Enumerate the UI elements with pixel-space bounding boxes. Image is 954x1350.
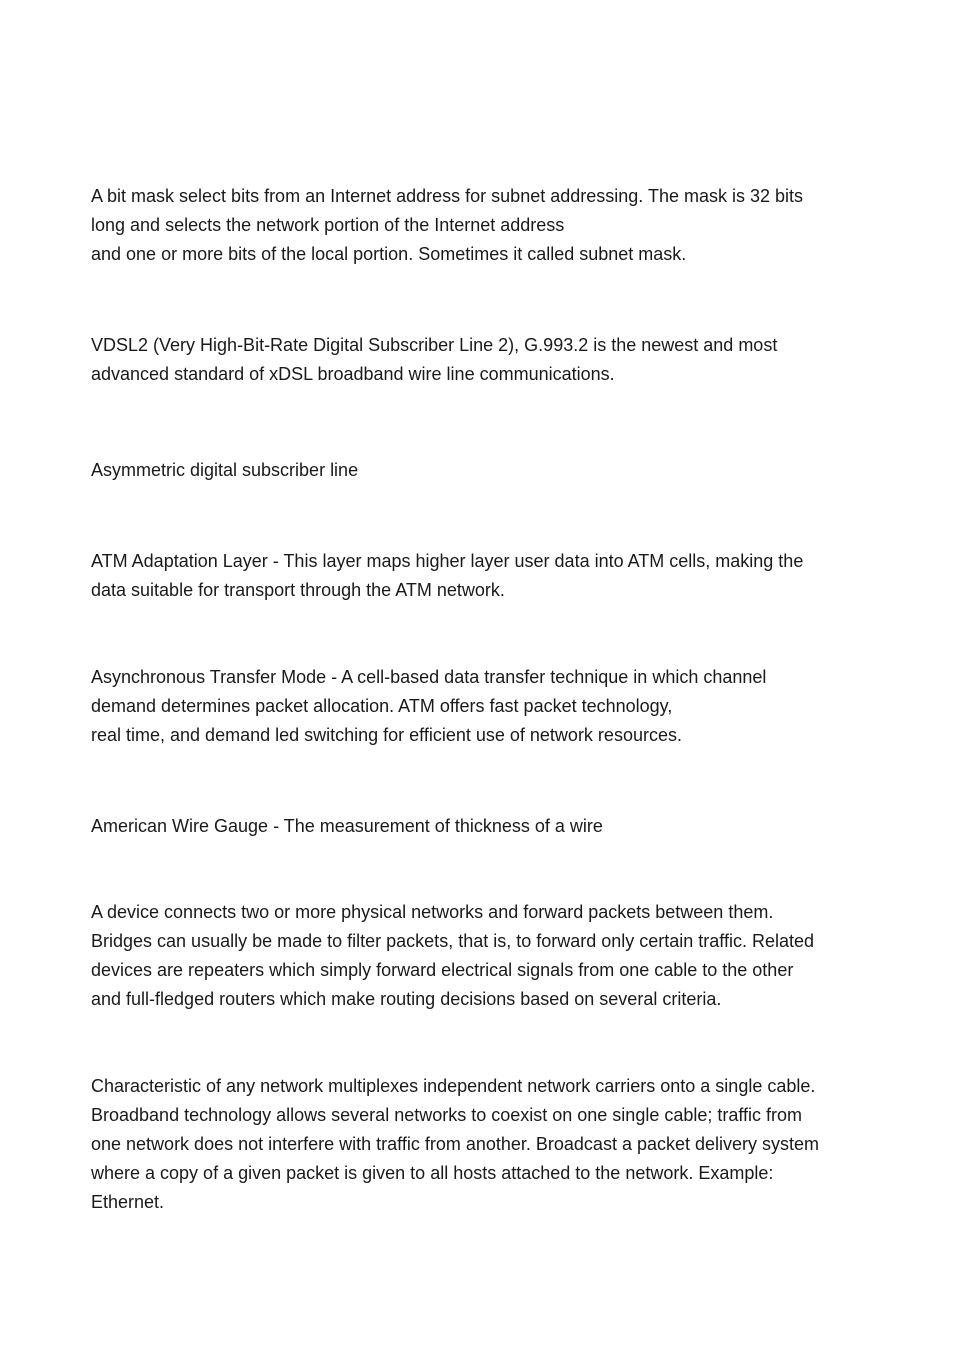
entry-line: data suitable for transport through the ATM network. — [91, 580, 505, 600]
entry-line: A bit mask select bits from an Internet address for subnet addressing. The mask is 32 bits — [91, 186, 804, 206]
entry-atm — [91, 663, 881, 750]
entry-line: Broadband technology allows several networks to coexist on one single cable; traffic from — [91, 1105, 803, 1125]
entry-line: demand determines packet allocation. ATM offers fast packet technology, — [91, 696, 673, 716]
entry-line: Characteristic of any network multiplexes independent network carriers onto a single cable. — [91, 1076, 816, 1096]
entry-line: American Wire Gauge - The measurement of thickness of a wire — [91, 816, 603, 836]
entry-line: Asymmetric digital subscriber line — [91, 460, 359, 480]
entry-line: Asynchronous Transfer Mode - A cell-based data transfer technique in which channel — [91, 667, 767, 687]
entry-vdsl2 — [91, 331, 881, 389]
entry-line: devices are repeaters which simply forward electrical signals from one cable to the other — [91, 960, 794, 980]
entry-line: advanced standard of xDSL broadband wire line communications. — [91, 364, 615, 384]
entry-line: real time, and demand led switching for efficient use of network resources. — [91, 725, 682, 745]
entry-line: A device connects two or more physical networks and forward packets between them. — [91, 902, 774, 922]
entry-line: Ethernet. — [91, 1192, 165, 1212]
entry-subnet-mask — [91, 182, 881, 269]
entry-aal — [91, 547, 881, 605]
entry-line: and full-fledged routers which make routing decisions based on several criteria. — [91, 989, 722, 1009]
entry-broadband — [91, 1072, 881, 1217]
entry-bridge — [91, 898, 881, 1014]
entry-line: long and selects the network portion of the Internet address — [91, 215, 565, 235]
entry-line: Bridges can usually be made to filter packets, that is, to forward only certain traffic. Related — [91, 931, 815, 951]
entry-line: VDSL2 (Very High-Bit-Rate Digital Subscriber Line 2), G.993.2 is the newest and most — [91, 335, 778, 355]
entry-awg — [91, 812, 881, 841]
entry-line: ATM Adaptation Layer - This layer maps higher layer user data into ATM cells, making the — [91, 551, 804, 571]
entry-line: and one or more bits of the local portion. Sometimes it called subnet mask. — [91, 244, 687, 264]
entry-line: where a copy of a given packet is given to all hosts attached to the network. Example: — [91, 1163, 774, 1183]
entry-adsl — [91, 456, 881, 485]
entry-line: one network does not interfere with traffic from another. Broadcast a packet delivery system — [91, 1134, 820, 1154]
